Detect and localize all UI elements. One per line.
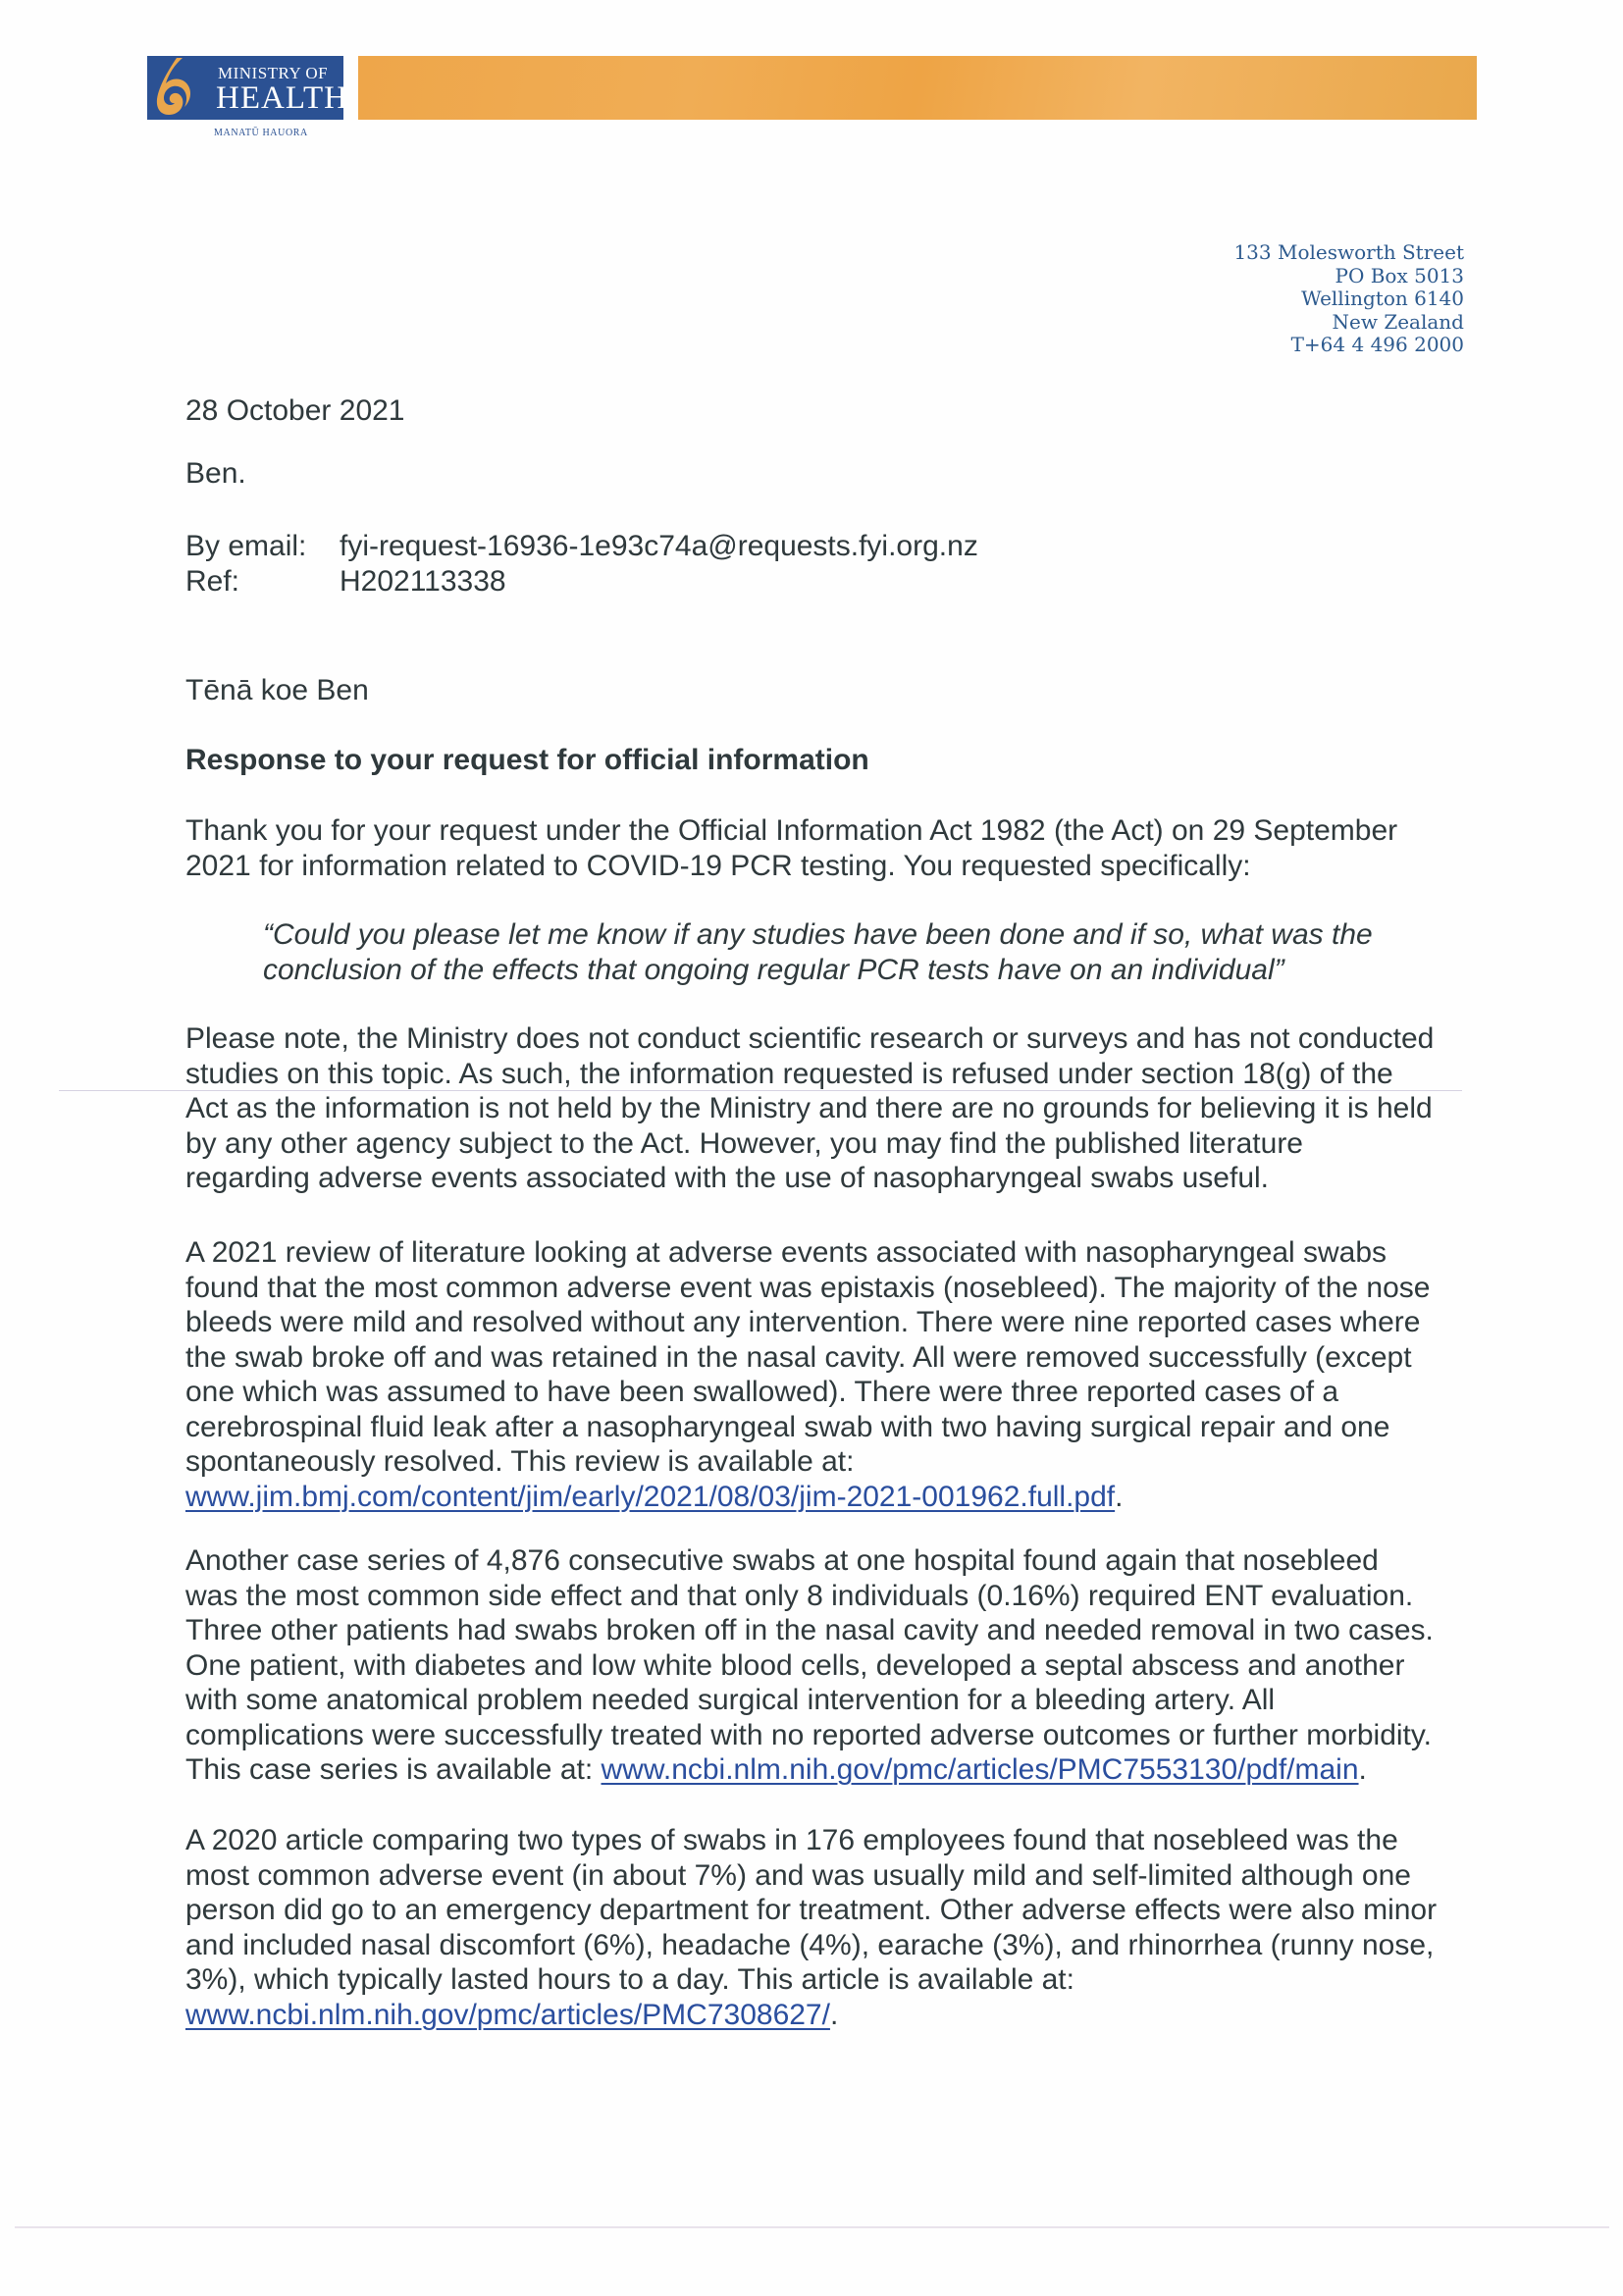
link-prefix: This case series is available at:: [185, 1753, 602, 1786]
link-line: [185, 1998, 1437, 2033]
header-banner: [358, 56, 1477, 120]
address-po-box: PO Box 5013: [1335, 263, 1464, 287]
paragraph-line: most common adverse event (in about 7%) and was usually mild and self-limited although one: [185, 1858, 1411, 1892]
letter-date: 28 October 2021: [185, 394, 405, 427]
paragraph-request-summary: [185, 813, 1397, 883]
paragraph-line: Another case series of 4,876 consecutive swabs at one hospital found again that nosebleed: [185, 1544, 1379, 1577]
paragraph-line: A 2021 review of literature looking at adverse events associated with nasopharyngeal swabs: [185, 1236, 1387, 1269]
by-email-row: [185, 529, 978, 564]
greeting: Tēnā koe Ben: [185, 674, 369, 706]
paragraph-line: person did go to an emergency department for treatment. Other adverse effects were also minor: [185, 1894, 1438, 1926]
paragraph-line: One patient, with diabetes and low white blood cells, developed a septal abscess and another: [185, 1648, 1405, 1682]
paragraph-line: and included nasal discomfort (6%), headache (4%), earache (3%), and rhinorrhea (runny nose,: [185, 1928, 1435, 1961]
paragraph-line: Three other patients had swabs broken off in the nasal cavity and needed removal in two cases.: [185, 1614, 1434, 1646]
paragraph-line: Thank you for your request under the Official Information Act 1982 (the Act) on 29 September: [185, 814, 1398, 847]
logo-text-ministry-of: MINISTRY OF: [218, 64, 329, 82]
paragraph-line: was the most common side effect and that only 8 individuals (0.16%) required ENT evaluation.: [185, 1579, 1414, 1612]
paragraph-line: one which was assumed to have been swallowed). There were three reported cases of a: [185, 1376, 1339, 1408]
logo-subtitle: MANATŪ HAUORA: [214, 128, 308, 138]
jim-bmj-review-link[interactable]: www.jim.bmj.com/content/jim/early/2021/08/03/jim-2021-001962.full.pdf: [185, 1480, 1116, 1513]
ref-value: H202113338: [340, 564, 506, 598]
page-bottom-rule: [15, 2226, 1609, 2228]
link-line: [185, 1480, 1430, 1515]
paragraph-line: regarding adverse events associated with the use of nasopharyngeal swabs useful.: [185, 1162, 1270, 1194]
ncbi-article-link[interactable]: www.ncbi.nlm.nih.gov/pmc/articles/PMC7308627/: [185, 1998, 830, 2031]
paragraph-line: by any other agency subject to the Act. However, you may find the published literature: [185, 1126, 1303, 1160]
paragraph-line: cerebrospinal fluid leak after a nasopharyngeal swab with two having surgical repair and one: [185, 1410, 1390, 1443]
logo-text-health: HEALTH: [216, 80, 348, 116]
paragraph-line: 3%), which typically lasted hours to a day. This article is available at:: [185, 1963, 1074, 1996]
paragraph-line: studies on this topic. As such, the information requested is refused under section 18(g) of the: [185, 1057, 1393, 1090]
by-email-value: fyi-request-16936-1e93c74a@requests.fyi.org.nz: [340, 530, 978, 562]
paragraph-line: bleeds were mild and resolved without any intervention. There were nine reported cases where: [185, 1306, 1421, 1338]
request-quote: [263, 917, 1373, 987]
paragraph-refusal: [185, 1021, 1434, 1196]
address-city: Wellington 6140: [1301, 287, 1464, 310]
paragraph-line: spontaneously resolved. This review is available at:: [185, 1445, 855, 1478]
address-phone: T+64 4 496 2000: [1290, 333, 1464, 356]
paragraph-line: Act as the information is not held by the Ministry and there are no grounds for believing it is held: [185, 1092, 1433, 1124]
letter-heading: Response to your request for official information: [185, 744, 869, 776]
paragraph-line: A 2020 article comparing two types of swabs in 176 employees found that nosebleed was the: [185, 1824, 1398, 1856]
sender-address: [1233, 241, 1464, 357]
paragraph-line: with some anatomical problem needed surgical intervention for a bleeding artery. All: [185, 1684, 1276, 1716]
paragraph-line: the swab broke off and was retained in the nasal cavity. All were removed successfully (except: [185, 1340, 1412, 1374]
ref-row: [185, 564, 978, 600]
paragraph-line: found that the most common adverse event was epistaxis (nosebleed). The majority of the nose: [185, 1271, 1431, 1304]
address-country: New Zealand: [1332, 309, 1464, 334]
letter-meta: [185, 529, 978, 599]
paragraph-line: complications were successfully treated with no reported adverse outcomes or further morbidity.: [185, 1718, 1433, 1751]
by-email-label: By email:: [185, 530, 307, 562]
address-street: 133 Molesworth Street: [1233, 240, 1464, 264]
paragraph-line: Please note, the Ministry does not conduct scientific research or surveys and has not conducted: [185, 1022, 1435, 1055]
ministry-of-health-logo: [147, 56, 348, 120]
koru-swirl-icon: [147, 56, 206, 120]
quote-line: conclusion of the effects that ongoing regular PCR tests have on an individual”: [263, 953, 1284, 986]
ncbi-case-series-link[interactable]: www.ncbi.nlm.nih.gov/pmc/articles/PMC7553130/pdf/main: [601, 1753, 1359, 1786]
paragraph-line: 2021 for information related to COVID-19 PCR testing. You requested specifically:: [185, 849, 1251, 882]
recipient-name: Ben.: [185, 457, 246, 490]
paragraph-case-series: [185, 1543, 1434, 1788]
quote-line: “Could you please let me know if any studies have been done and if so, what was the: [263, 918, 1373, 951]
scan-artifact-line: [59, 1090, 1462, 1091]
link-suffix: .: [829, 1998, 839, 2031]
paragraph-2020-article: [185, 1823, 1437, 2032]
link-suffix: .: [1358, 1753, 1367, 1786]
link-line: [185, 1752, 1434, 1788]
paragraph-2021-review: [185, 1235, 1430, 1514]
ref-label: Ref:: [185, 564, 240, 598]
link-suffix: .: [1115, 1480, 1124, 1513]
